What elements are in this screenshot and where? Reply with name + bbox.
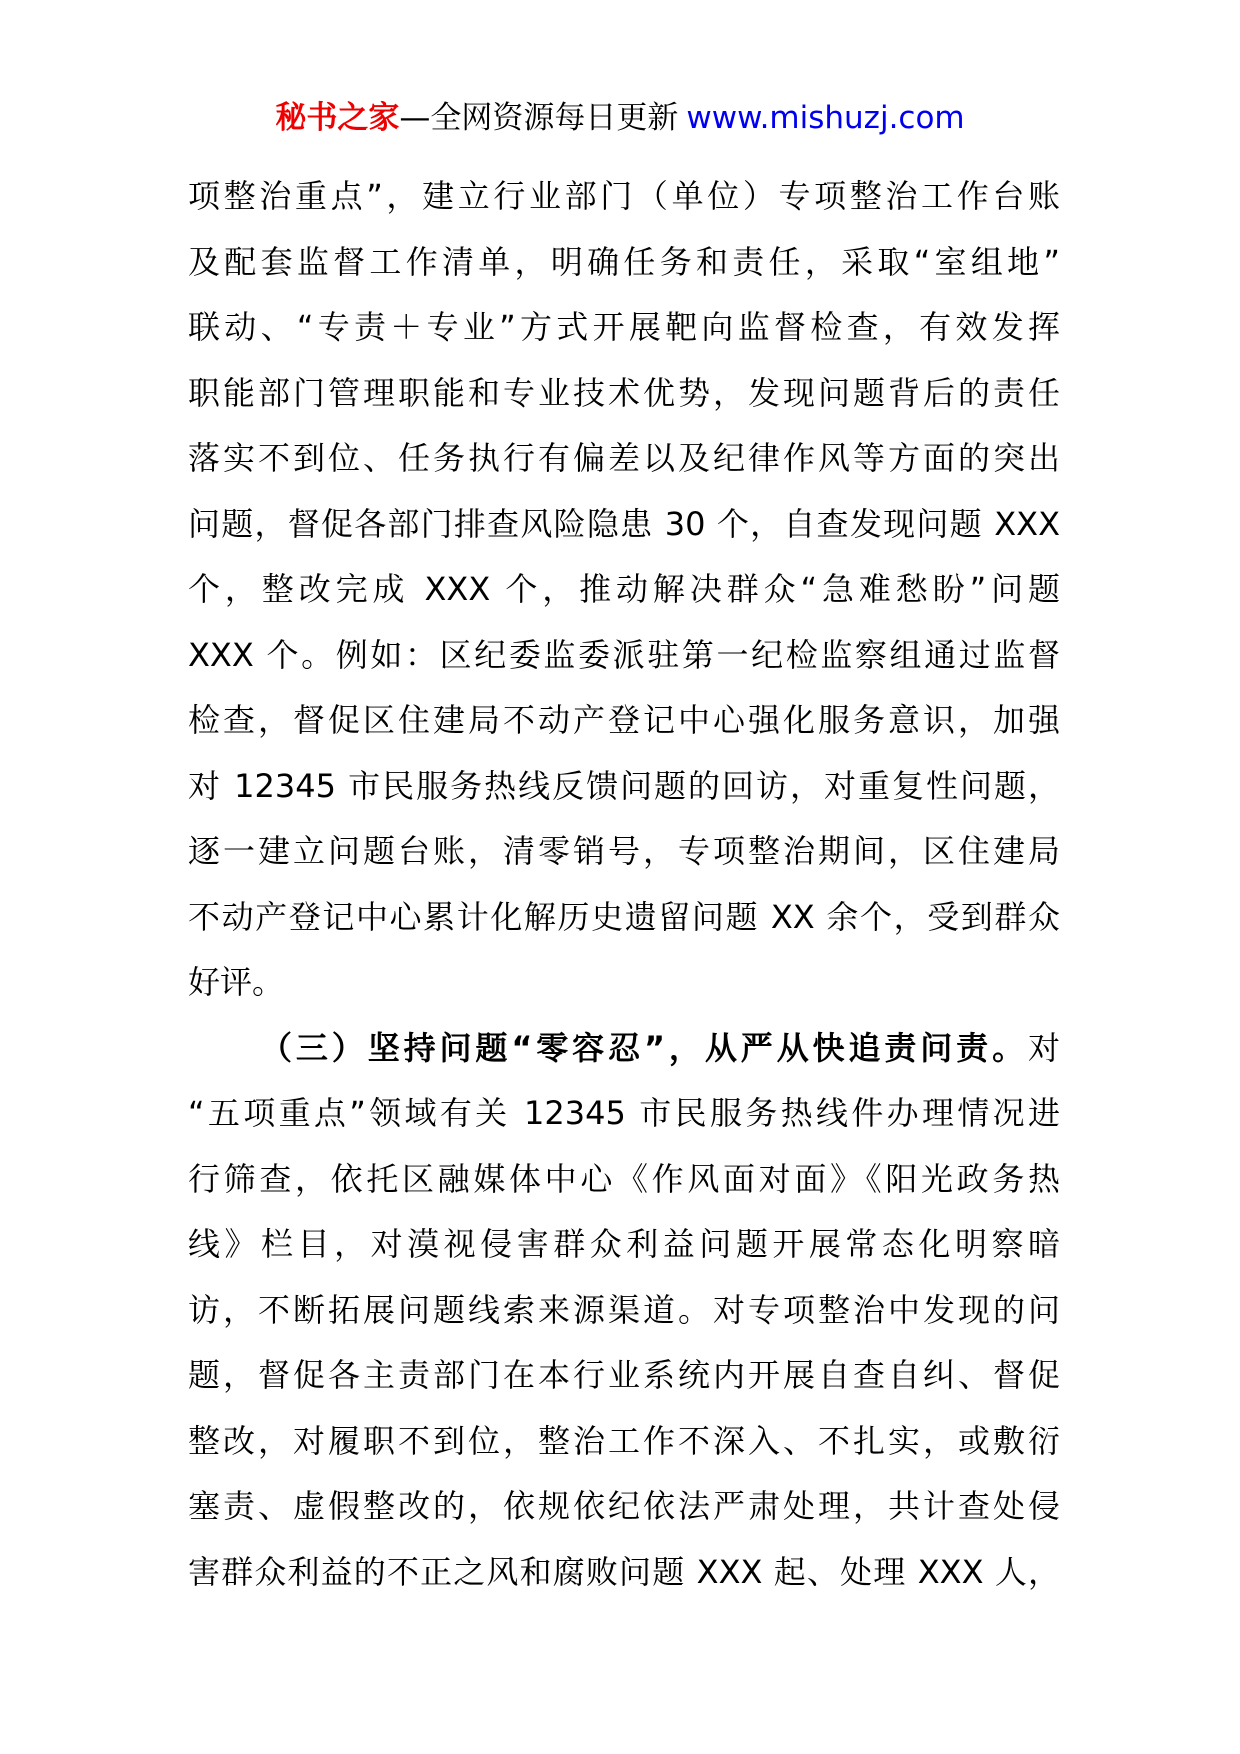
text-line: 联动、“专责＋专业”方式开展靶向监督检查，有效发挥 bbox=[188, 308, 1060, 346]
text-line: 职能部门管理职能和专业技术优势，发现问题背后的责任 bbox=[188, 373, 1060, 412]
text-line: “五项重点”领域有关 12345 市民服务热线件办理情况进 bbox=[188, 1094, 1060, 1132]
page-header bbox=[0, 98, 1240, 138]
text-line: 好评。 bbox=[188, 963, 285, 1001]
text-line: 逐一建立问题台账，清零销号，专项整治期间，区住建局 bbox=[188, 832, 1060, 870]
section-3-heading: （三）坚持问题“零容忍”，从严从快追责问责。 bbox=[260, 1028, 1028, 1067]
text-line: 对 12345 市民服务热线反馈问题的回访，对重复性问题， bbox=[188, 766, 1060, 805]
section-3-lead-text: 对 bbox=[1027, 1028, 1060, 1067]
brand-name: 秘书之家 bbox=[275, 100, 400, 136]
text-line: 行筛查，依托区融媒体中心《作风面对面》《阳光政务热 bbox=[188, 1159, 1060, 1198]
text-line: 塞责、虚假整改的，依规依纪依法严肃处理，共计查处侵 bbox=[188, 1487, 1060, 1525]
website-link[interactable]: www.mishuzj.com bbox=[686, 100, 965, 136]
text-line: 问题，督促各部门排查风险隐患 30 个，自查发现问题 XXX bbox=[188, 504, 1060, 543]
text-line: 不动产登记中心累计化解历史遗留问题 XX 余个，受到群众 bbox=[188, 897, 1060, 936]
text-line: 访，不断拓展问题线索来源渠道。对专项整治中发现的问 bbox=[188, 1290, 1060, 1329]
text-line: 个，整改完成 XXX 个，推动解决群众“急难愁盼”问题 bbox=[188, 570, 1060, 608]
text-line: 及配套监督工作清单，明确任务和责任，采取“室组地” bbox=[188, 242, 1060, 281]
text-line: 线》栏目，对漠视侵害群众利益问题开展常态化明察暗 bbox=[188, 1225, 1060, 1263]
section-3-first-line bbox=[188, 1016, 1060, 1082]
text-line: XXX 个。例如：区纪委监委派驻第一纪检监察组通过监督 bbox=[188, 635, 1060, 674]
text-line: 整改，对履职不到位，整治工作不深入、不扎实，或敷衍 bbox=[188, 1421, 1060, 1460]
header-tagline: —全网资源每日更新 bbox=[399, 100, 679, 136]
text-line: 害群众利益的不正之风和腐败问题 XXX 起、处理 XXX 人， bbox=[188, 1552, 1060, 1591]
document-body bbox=[188, 164, 1060, 1605]
text-line: 题，督促各主责部门在本行业系统内开展自查自纠、督促 bbox=[188, 1356, 1060, 1394]
text-line: 项整治重点”，建立行业部门（单位）专项整治工作台账 bbox=[188, 177, 1060, 215]
text-line: 检查，督促区住建局不动产登记中心强化服务意识，加强 bbox=[188, 701, 1060, 739]
text-line: 落实不到位、任务执行有偏差以及纪律作风等方面的突出 bbox=[188, 439, 1060, 477]
